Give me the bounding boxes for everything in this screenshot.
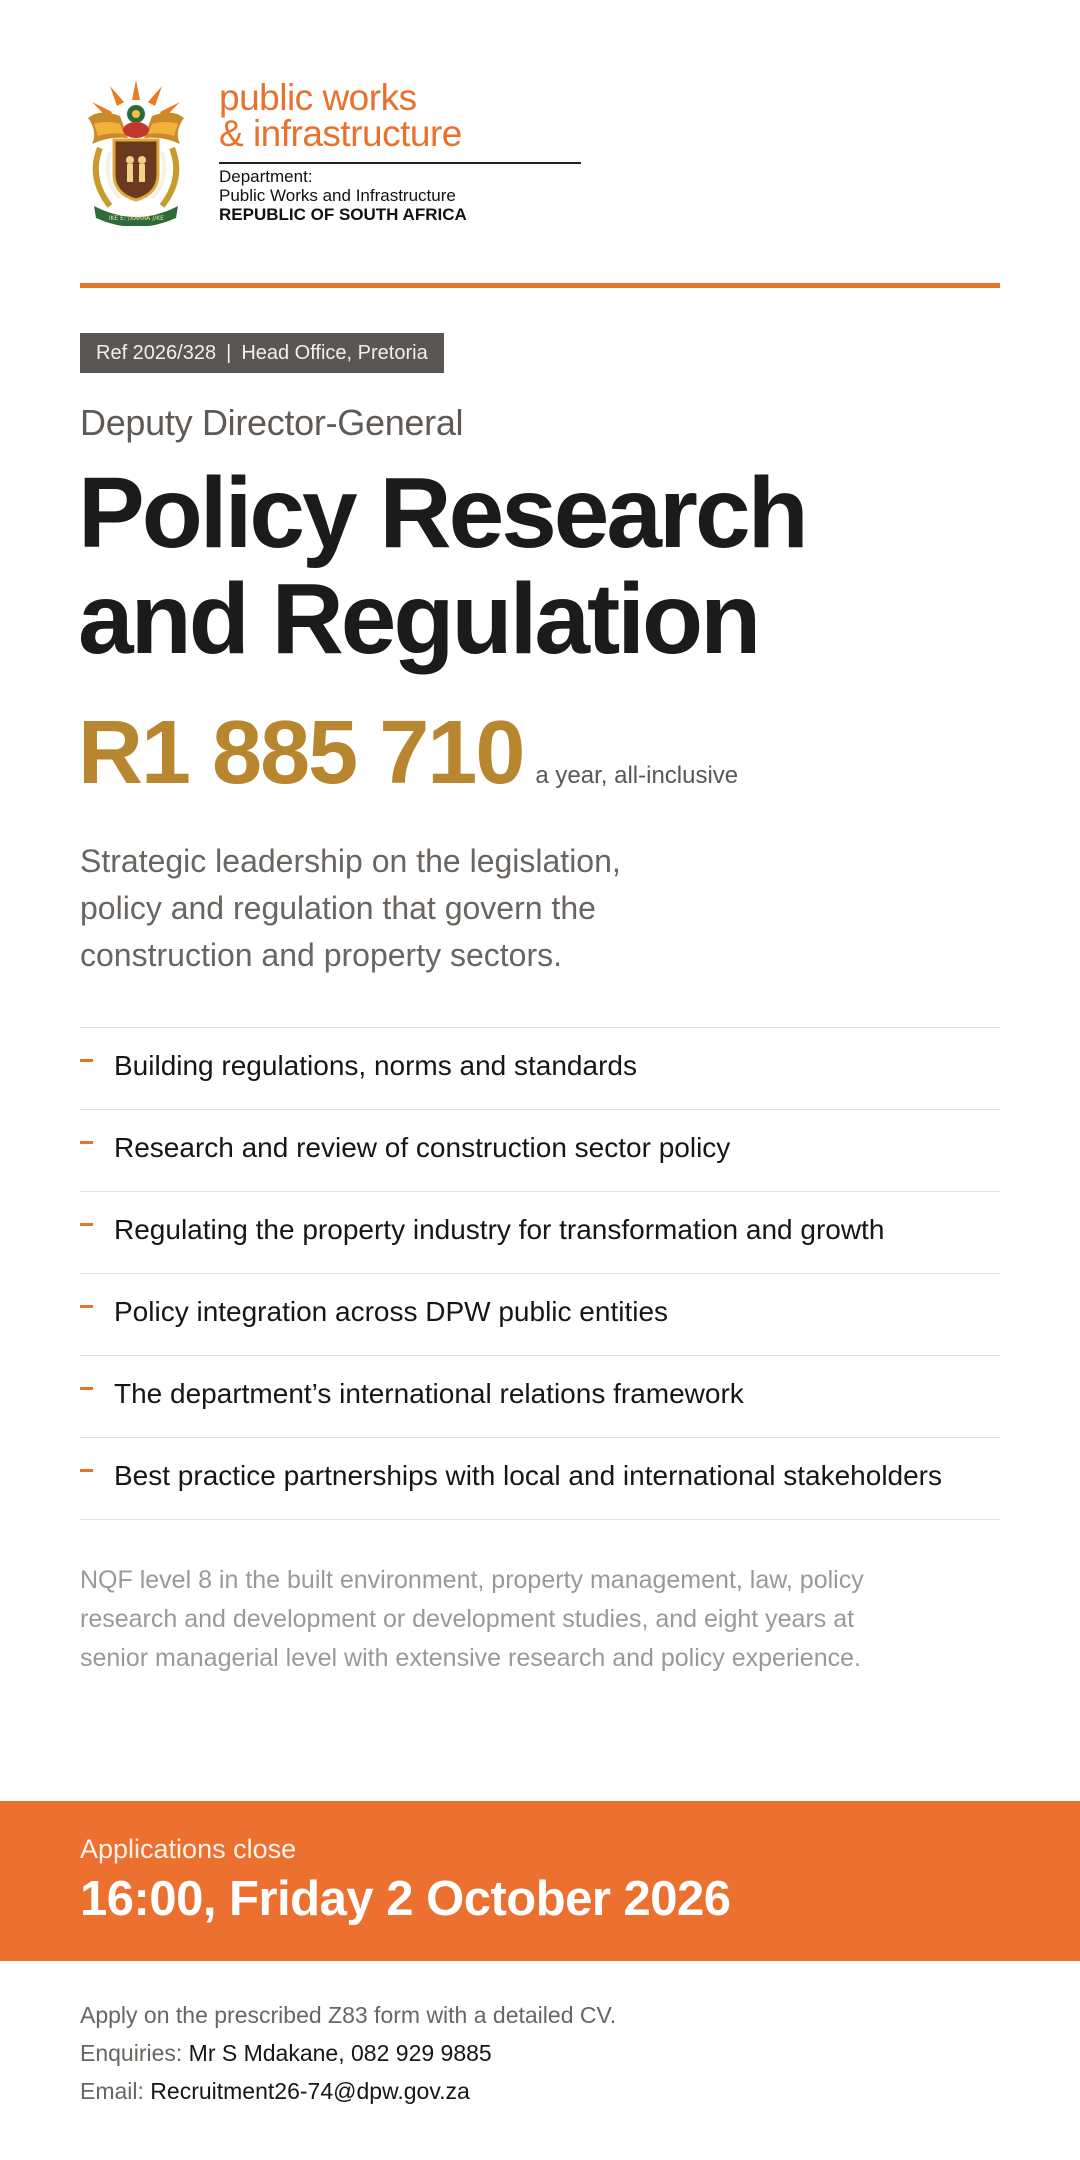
- requirements-line2: research and development or development studies, and eight years at: [80, 1605, 855, 1633]
- duty-text: Research and review of construction sector policy: [114, 1132, 731, 1163]
- bullet-dash-icon: [80, 1305, 93, 1308]
- dept-name: Public Works and Infrastructure: [219, 186, 456, 205]
- dept-label: Department:: [219, 167, 313, 186]
- reference-badge: [80, 333, 444, 373]
- brand-name-line1: public works: [219, 77, 417, 118]
- post-title-line2: and Regulation: [78, 563, 759, 675]
- duty-text: The department’s international relations framework: [114, 1378, 744, 1409]
- post-summary-line1: Strategic leadership on the legislation,: [80, 843, 621, 879]
- requirements-line3: senior managerial level with extensive research and policy experience.: [80, 1644, 861, 1672]
- duty-text: Building regulations, norms and standards: [114, 1050, 637, 1081]
- department-logo: [80, 78, 680, 238]
- list-item: [80, 1028, 1000, 1110]
- bullet-dash-icon: [80, 1223, 93, 1226]
- list-item: [80, 1110, 1000, 1192]
- duty-text: Policy integration across DPW public entities: [114, 1296, 669, 1327]
- bullet-dash-icon: [80, 1059, 93, 1062]
- bullet-dash-icon: [80, 1141, 93, 1144]
- logo-divider: [219, 162, 581, 164]
- email-link[interactable]: Recruitment26-74@dpw.gov.za: [150, 2078, 470, 2104]
- enquiries-contact: Mr S Mdakane, 082 929 9885: [188, 2040, 492, 2066]
- salary-amount: R1 885 710: [78, 703, 524, 803]
- post-title: [78, 457, 1028, 675]
- post-summary: [80, 838, 700, 979]
- reference-location: Head Office, Pretoria: [241, 342, 428, 364]
- closing-date-banner: [0, 1801, 1080, 1961]
- contact-details: [80, 1996, 616, 2110]
- post-title-line1: Policy Research: [78, 457, 806, 569]
- post-summary-line2: policy and regulation that govern the: [80, 890, 596, 926]
- crest-motto: !KE E: /XARRA //KE: [108, 215, 164, 222]
- duty-text: Regulating the property industry for transformation and growth: [114, 1214, 885, 1245]
- enquiries-label: Enquiries:: [80, 2040, 183, 2066]
- requirements: [80, 1561, 960, 1678]
- requirements-line1: NQF level 8 in the built environment, property management, law, policy: [80, 1566, 864, 1594]
- brand-name-line2: & infrastructure: [219, 113, 462, 154]
- closing-date: 16:00, Friday 2 October 2026: [80, 1872, 731, 1926]
- bullet-dash-icon: [80, 1387, 93, 1390]
- enquiries-row: [80, 2034, 616, 2072]
- header-divider: [80, 283, 1000, 288]
- apply-instructions: Apply on the prescribed Z83 form with a detailed CV.: [80, 2002, 617, 2028]
- list-item: [80, 1274, 1000, 1356]
- post-summary-line3: construction and property sectors.: [80, 937, 563, 973]
- list-item: [80, 1356, 1000, 1438]
- list-item: [80, 1438, 1000, 1520]
- bullet-dash-icon: [80, 1469, 93, 1472]
- reference-number: Ref 2026/328: [96, 342, 217, 364]
- closing-date-label: Applications close: [80, 1834, 297, 1864]
- post-level: Deputy Director-General: [80, 402, 464, 443]
- coat-of-arms-icon: [80, 78, 192, 226]
- email-row: [80, 2072, 616, 2110]
- duties-list: [80, 1027, 1000, 1520]
- country-name: REPUBLIC OF SOUTH AFRICA: [219, 205, 467, 224]
- salary: [78, 702, 738, 805]
- list-item: [80, 1192, 1000, 1274]
- email-label: Email:: [80, 2078, 144, 2104]
- duty-text: Best practice partnerships with local and international stakeholders: [114, 1460, 943, 1491]
- reference-separator: |: [226, 342, 232, 364]
- salary-note: a year, all-inclusive: [535, 762, 739, 789]
